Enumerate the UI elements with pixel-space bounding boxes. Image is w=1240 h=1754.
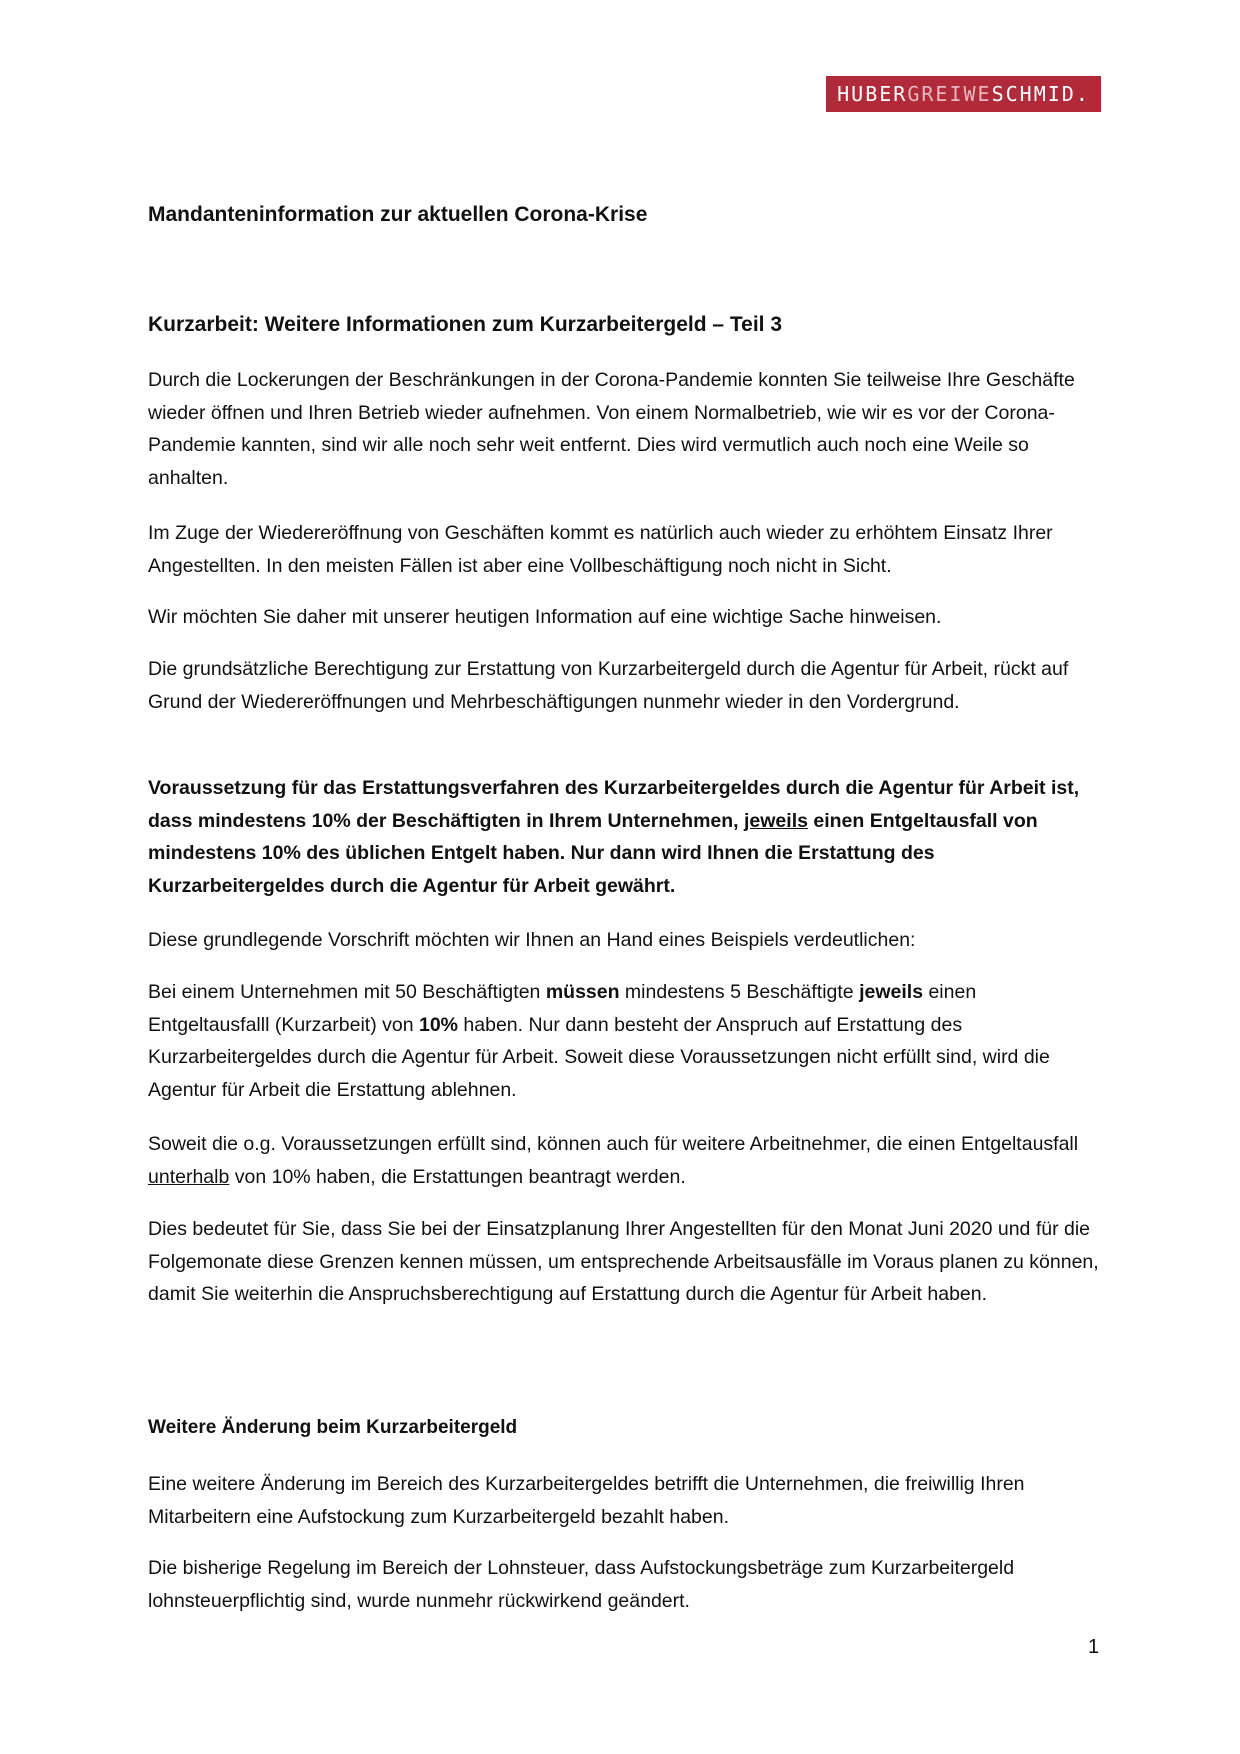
paragraph-bold-requirement: Voraussetzung für das Erstattungsverfahren des Kurzarbeitergeldes durch die Agentur für Arbeit ist, dass mindestens 10% der Beschäftigten in Ihrem Unternehmen, jeweils einen Entgeltausfall von mindestens 10% des üblichen Entgelt haben. Nur dann wird Ihnen die Erstattung des Kurzarbeitergeldes durch die Agentur für Arbeit gewährt. — [148, 777, 1080, 897]
paragraph: Dies bedeutet für Sie, dass Sie bei der Einsatzplanung Ihrer Angestellten für den Monat Juni 2020 und für die Folgemonate diese Grenzen kennen müssen, um entsprechende Arbeitsausfälle im Voraus planen zu können, damit Sie weiterhin die Anspruchsberechtigung auf Erstattung durch die Agentur für Arbeit haben. — [148, 1218, 1099, 1305]
paragraph: Eine weitere Änderung im Bereich des Kurzarbeitergeldes betrifft die Unternehmen, die freiwillig Ihren Mitarbeitern eine Aufstockung zum Kurzarbeitergeld bezahlt haben. — [148, 1473, 1025, 1528]
bold-muessen: müssen — [545, 981, 620, 1003]
logo-part-schmid: SCHMID — [991, 82, 1076, 106]
paragraph-example: Bei einem Unternehmen mit 50 Beschäftigten müssen mindestens 5 Beschäftigte jeweils einen Entgeltausfalll (Kurzarbeit) von 10% haben. Nur dann besteht der Anspruch auf Erstattung des Kurzarbeitergeldes durch die Agentur für Arbeit. Soweit diese Voraussetzungen nicht erfüllt sind, wird die Agentur für Arbeit die Erstattung ablehnen. — [148, 981, 1050, 1101]
paragraph: Im Zuge der Wiedereröffnung von Geschäften kommt es natürlich auch wieder zu erhöhtem Einsatz Ihrer Angestellten. In den meisten Fällen ist aber eine Vollbeschäftigung noch nicht in Sicht. — [148, 522, 1053, 577]
paragraph: Die grundsätzliche Berechtigung zur Erstattung von Kurzarbeitergeld durch die Agentur für Arbeit, rückt auf Grund der Wiedereröffnungen und Mehrbeschäftigungen nunmehr wieder in den Vordergrund. — [148, 658, 1069, 713]
section-heading-kurzarbeit: Kurzarbeit: Weitere Informationen zum Kurzarbeitergeld – Teil 3 — [148, 313, 783, 336]
page-number: 1 — [1088, 1636, 1100, 1658]
section-heading-aenderung: Weitere Änderung beim Kurzarbeitergeld — [148, 1417, 518, 1438]
paragraph: Die bisherige Regelung im Bereich der Lohnsteuer, dass Aufstockungsbeträge zum Kurzarbeitergeld lohnsteuerpflichtig sind, wurde nunmehr rückwirkend geändert. — [148, 1557, 1015, 1612]
logo-dot: . — [1075, 82, 1090, 106]
underlined-jeweils: jeweils — [744, 809, 808, 832]
logo-part-huber: HUBER — [837, 82, 908, 106]
paragraph: Wir möchten Sie daher mit unserer heutigen Information auf eine wichtige Sache hinweisen. — [148, 606, 942, 628]
bold-10-percent: 10% — [418, 1013, 458, 1036]
document-title: Mandanteninformation zur aktuellen Corona-Krise — [148, 203, 648, 226]
paragraph: Diese grundlegende Vorschrift möchten wir Ihnen an Hand eines Beispiels verdeutlichen: — [148, 929, 916, 951]
logo-part-greiwe: GREIWE — [907, 82, 992, 106]
paragraph: Durch die Lockerungen der Beschränkungen in der Corona-Pandemie konnten Sie teilweise Ihre Geschäfte wieder öffnen und Ihren Betrieb wieder aufnehmen. Von einem Normalbetrieb, wie wir es vor der Corona-Pandemie kannten, sind wir alle noch sehr weit entfernt. Dies wird vermutlich auch noch eine Weile so anhalten. — [148, 369, 1075, 489]
paragraph: Soweit die o.g. Voraussetzungen erfüllt sind, können auch für weitere Arbeitnehmer, die einen Entgeltausfall unterhalb von 10% haben, die Erstattungen beantragt werden. — [148, 1133, 1079, 1188]
bold-jeweils: jeweils — [859, 981, 924, 1003]
firm-logo — [826, 76, 1101, 112]
underlined-unterhalb: unterhalb — [148, 1165, 230, 1188]
